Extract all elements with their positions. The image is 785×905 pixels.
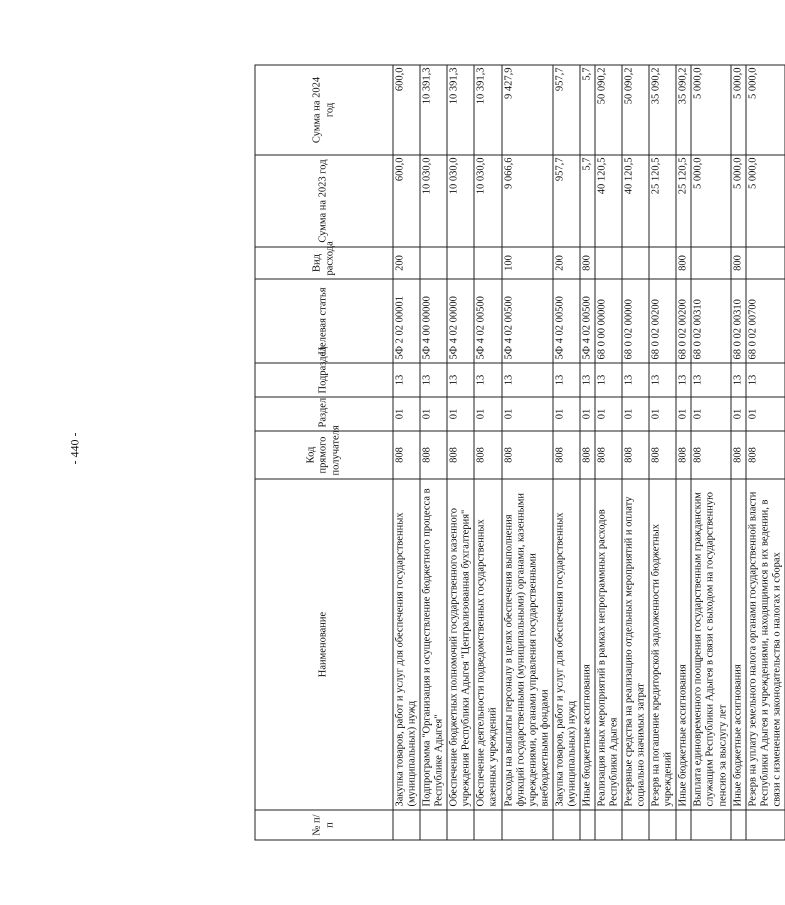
cell-razdel: 01: [649, 397, 676, 431]
cell-name: Выплата единовременного поощрения государственным гражданским служащим Республики Адыгея в связи с выходом на государственную пенсию за выслугу лет: [691, 479, 730, 810]
cell-podrazdel: 13: [420, 363, 447, 397]
cell-num: [622, 810, 649, 840]
header-razdel: Раздел: [255, 397, 393, 431]
cell-grbs: 808: [474, 431, 501, 479]
cell-vr: 200: [553, 247, 580, 279]
cell-sum2023: 40 120,5: [595, 155, 622, 247]
cell-cs: 5Ф 2 02 00001: [393, 279, 420, 363]
table-row: [474, 65, 501, 840]
table-row: [553, 65, 580, 840]
cell-cs: 68 0 00 00000: [595, 279, 622, 363]
table-row: [622, 65, 649, 840]
cell-cs: 5Ф 4 02 00500: [474, 279, 501, 363]
cell-name: Обеспечение деятельности подведомственных государственных казенных учреждений: [474, 479, 501, 810]
table-row: [595, 65, 622, 840]
cell-num: [393, 810, 420, 840]
cell-sum2023: 5 000,0: [731, 155, 746, 247]
cell-sum2024: 5,7: [580, 65, 595, 155]
cell-num: [553, 810, 580, 840]
cell-razdel: 01: [691, 397, 730, 431]
cell-sum2024: 10 391,3: [474, 65, 501, 155]
cell-grbs: 808: [595, 431, 622, 479]
cell-name: Обеспечение бюджетных полномочий государственного казенного учреждения Республики Адыгея "Централизованная бухгалтерия": [447, 479, 474, 810]
cell-sum2024: 35 090,2: [676, 65, 691, 155]
cell-vr: [746, 247, 785, 279]
cell-razdel: 01: [393, 397, 420, 431]
cell-cs: 5Ф 4 02 00000: [447, 279, 474, 363]
table-row: [420, 65, 447, 840]
cell-cs: 5Ф 4 02 00500: [580, 279, 595, 363]
cell-vr: 100: [502, 247, 553, 279]
cell-sum2024: 35 090,2: [649, 65, 676, 155]
cell-sum2024: 5 000,0: [691, 65, 730, 155]
cell-cs: 68 0 02 00310: [731, 279, 746, 363]
header-sum2023: Сумма на 2023 год: [255, 155, 393, 247]
cell-num: [649, 810, 676, 840]
cell-podrazdel: 13: [676, 363, 691, 397]
header-name: Наименование: [255, 479, 393, 810]
cell-sum2024: 10 391,3: [447, 65, 474, 155]
budget-table-container: [255, 66, 783, 841]
cell-num: [676, 810, 691, 840]
header-cs: Целевая статья: [255, 279, 393, 363]
cell-podrazdel: 13: [393, 363, 420, 397]
cell-num: [595, 810, 622, 840]
cell-podrazdel: 13: [502, 363, 553, 397]
cell-name: Закупка товаров, работ и услуг для обеспечения государственных (муниципальных) нужд: [393, 479, 420, 810]
cell-grbs: 808: [622, 431, 649, 479]
cell-sum2023: 5 000,0: [691, 155, 730, 247]
cell-podrazdel: 13: [622, 363, 649, 397]
cell-vr: 800: [731, 247, 746, 279]
cell-sum2024: 957,7: [553, 65, 580, 155]
cell-name: Резерв на погашение кредиторской задолженности бюджетных учреждений: [649, 479, 676, 810]
table-row: [580, 65, 595, 840]
page-number: - 440 -: [67, 432, 82, 465]
cell-razdel: 01: [474, 397, 501, 431]
table-row: [393, 65, 420, 840]
cell-name: Иные бюджетные ассигнования: [580, 479, 595, 810]
table-header-row: [255, 65, 393, 840]
cell-podrazdel: 13: [447, 363, 474, 397]
cell-grbs: 808: [649, 431, 676, 479]
cell-grbs: 808: [731, 431, 746, 479]
cell-num: [746, 810, 785, 840]
cell-podrazdel: 13: [580, 363, 595, 397]
header-num: № п/п: [255, 810, 393, 840]
cell-vr: 200: [393, 247, 420, 279]
cell-podrazdel: 13: [691, 363, 730, 397]
table-row: [502, 65, 553, 840]
table-row: [676, 65, 691, 840]
cell-razdel: 01: [746, 397, 785, 431]
cell-podrazdel: 13: [731, 363, 746, 397]
cell-num: [474, 810, 501, 840]
cell-sum2023: 957,7: [553, 155, 580, 247]
cell-sum2024: 600,0: [393, 65, 420, 155]
cell-vr: [691, 247, 730, 279]
cell-razdel: 01: [447, 397, 474, 431]
cell-cs: 68 0 02 00200: [676, 279, 691, 363]
cell-grbs: 808: [580, 431, 595, 479]
cell-sum2023: 9 066,6: [502, 155, 553, 247]
cell-razdel: 01: [595, 397, 622, 431]
cell-name: Иные бюджетные ассигнования: [676, 479, 691, 810]
cell-podrazdel: 13: [553, 363, 580, 397]
cell-sum2024: 5 000,0: [731, 65, 746, 155]
cell-sum2024: 9 427,9: [502, 65, 553, 155]
cell-sum2023: 10 030,0: [420, 155, 447, 247]
cell-razdel: 01: [502, 397, 553, 431]
cell-num: [731, 810, 746, 840]
cell-sum2023: 5 000,0: [746, 155, 785, 247]
cell-grbs: 808: [676, 431, 691, 479]
cell-grbs: 808: [746, 431, 785, 479]
cell-name: Расходы на выплаты персоналу в целях обеспечения выполнения функций государственными (муниципальными) органами, казенными учреждениями, органами управления государственными внебюджетными фондами: [502, 479, 553, 810]
cell-name: Закупка товаров, работ и услуг для обеспечения государственных (муниципальных) нужд: [553, 479, 580, 810]
cell-grbs: 808: [502, 431, 553, 479]
cell-vr: [474, 247, 501, 279]
cell-sum2023: 25 120,5: [649, 155, 676, 247]
cell-podrazdel: 13: [746, 363, 785, 397]
table-row: [649, 65, 676, 840]
cell-cs: 5Ф 4 02 00500: [502, 279, 553, 363]
cell-sum2024: 10 391,3: [420, 65, 447, 155]
cell-num: [447, 810, 474, 840]
cell-num: [691, 810, 730, 840]
cell-vr: [622, 247, 649, 279]
cell-razdel: 01: [580, 397, 595, 431]
cell-cs: 68 0 02 00310: [691, 279, 730, 363]
budget-table: [255, 65, 785, 841]
cell-vr: [420, 247, 447, 279]
header-grbs: Код прямого получателя: [255, 431, 393, 479]
cell-razdel: 01: [622, 397, 649, 431]
cell-grbs: 808: [691, 431, 730, 479]
cell-sum2023: 25 120,5: [676, 155, 691, 247]
cell-sum2024: 50 090,2: [595, 65, 622, 155]
cell-sum2024: 5 000,0: [746, 65, 785, 155]
header-sum2024: Сумма на 2024 год: [255, 65, 393, 155]
cell-cs: 68 0 02 00200: [649, 279, 676, 363]
cell-razdel: 01: [553, 397, 580, 431]
header-vr: Вид расхода: [255, 247, 393, 279]
cell-cs: 5Ф 4 02 00500: [553, 279, 580, 363]
cell-name: Подпрограмма "Организация и осуществление бюджетного процесса в Республике Адыгея": [420, 479, 447, 810]
table-row: [447, 65, 474, 840]
cell-name: Резервные средства на реализацию отдельных мероприятий и оплату социально значимых затрат: [622, 479, 649, 810]
cell-grbs: 808: [420, 431, 447, 479]
cell-name: Резерв на уплату земельного налога органами государственной власти Республики Адыгея и учреждениями, находящимися в их ведении, в связи с изменением законодательства о налогах и сборах: [746, 479, 785, 810]
cell-name: Иные бюджетные ассигнования: [731, 479, 746, 810]
cell-sum2023: 40 120,5: [622, 155, 649, 247]
header-podrazdel: Подраздел: [255, 363, 393, 397]
cell-sum2023: 10 030,0: [447, 155, 474, 247]
cell-sum2023: 10 030,0: [474, 155, 501, 247]
cell-name: Реализация иных мероприятий в рамках непрограммных расходов Республики Адыгея: [595, 479, 622, 810]
cell-grbs: 808: [447, 431, 474, 479]
cell-num: [502, 810, 553, 840]
cell-podrazdel: 13: [595, 363, 622, 397]
cell-vr: 800: [580, 247, 595, 279]
table-row: [746, 65, 785, 840]
cell-sum2023: 600,0: [393, 155, 420, 247]
cell-sum2023: 5,7: [580, 155, 595, 247]
cell-num: [580, 810, 595, 840]
cell-razdel: 01: [420, 397, 447, 431]
cell-cs: 68 0 02 00700: [746, 279, 785, 363]
cell-vr: [649, 247, 676, 279]
cell-sum2024: 50 090,2: [622, 65, 649, 155]
cell-vr: 800: [676, 247, 691, 279]
cell-grbs: 808: [393, 431, 420, 479]
cell-razdel: 01: [676, 397, 691, 431]
table-row: [691, 65, 730, 840]
cell-cs: 68 0 02 00000: [622, 279, 649, 363]
cell-podrazdel: 13: [474, 363, 501, 397]
cell-cs: 5Ф 4 00 00000: [420, 279, 447, 363]
cell-podrazdel: 13: [649, 363, 676, 397]
cell-vr: [595, 247, 622, 279]
cell-num: [420, 810, 447, 840]
cell-vr: [447, 247, 474, 279]
cell-razdel: 01: [731, 397, 746, 431]
table-row: [731, 65, 746, 840]
cell-grbs: 808: [553, 431, 580, 479]
